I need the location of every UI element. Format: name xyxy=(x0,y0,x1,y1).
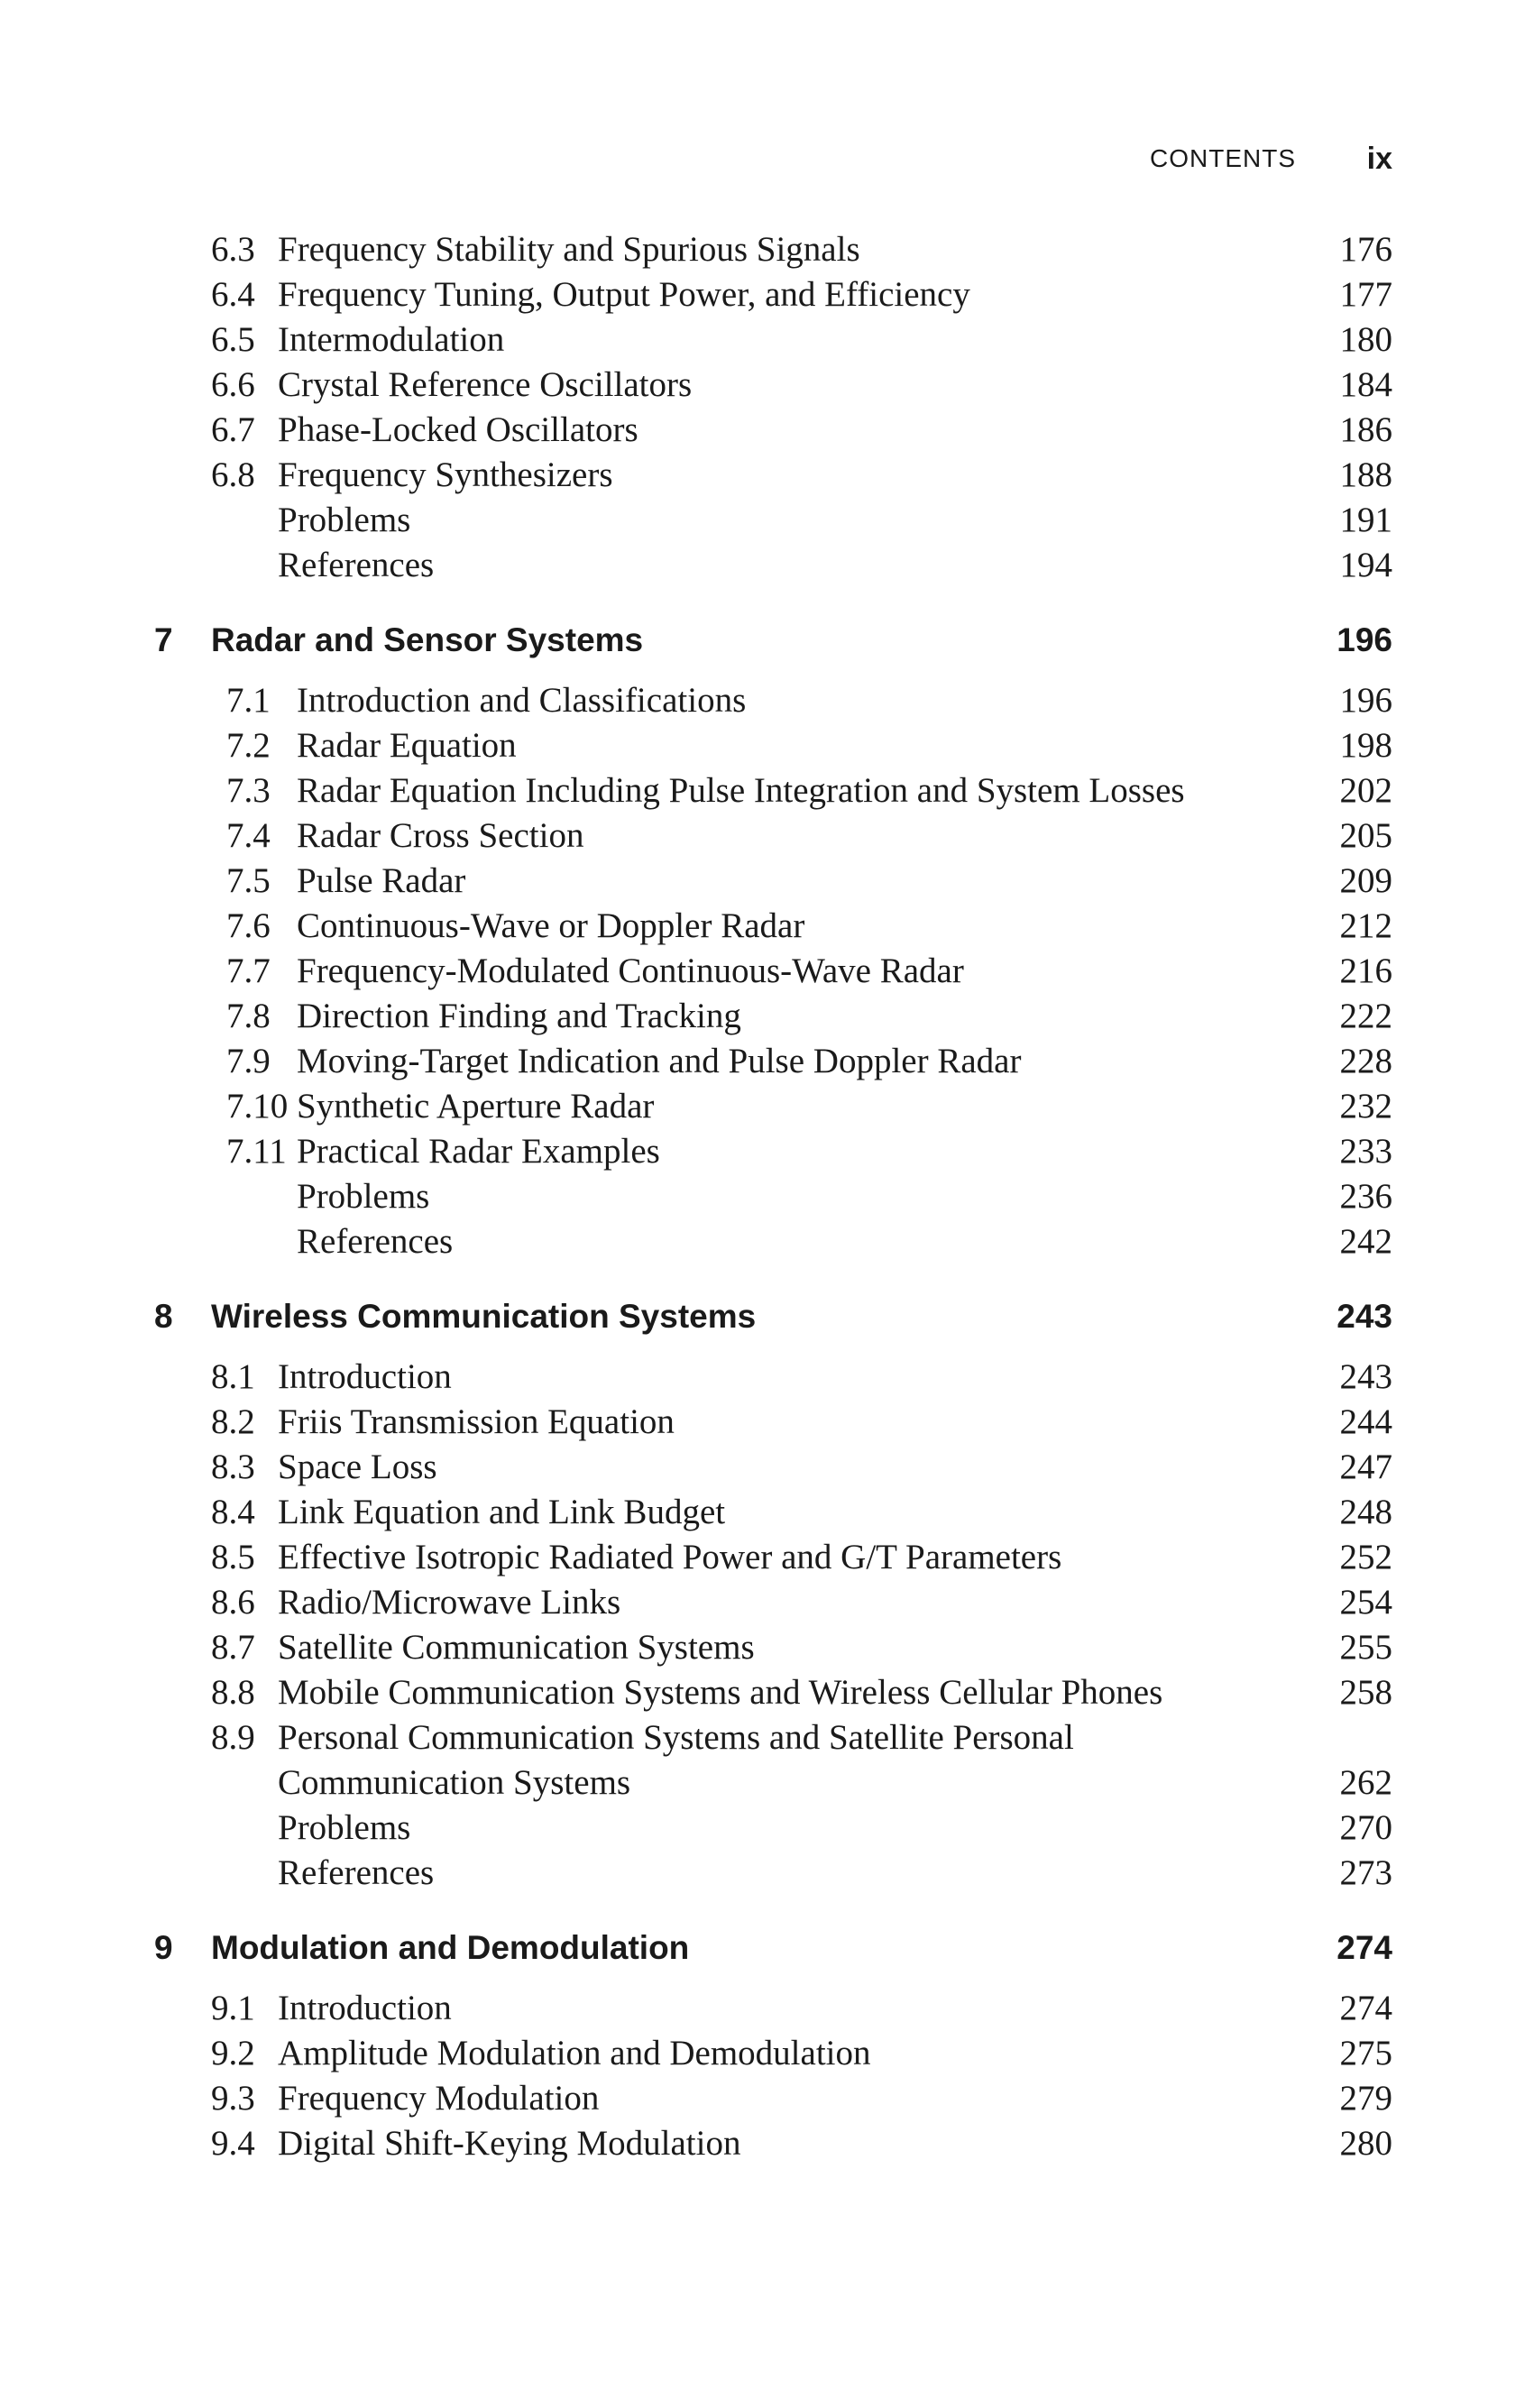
section-number: 8.1 xyxy=(211,1357,255,1396)
chapter-title: Modulation and Demodulation xyxy=(211,1929,690,1966)
section-number: 8.8 xyxy=(211,1673,255,1712)
toc-entry[interactable] xyxy=(0,2121,1534,2166)
section-title: Practical Radar Examples xyxy=(297,1132,660,1171)
section-page: 279 xyxy=(1339,2079,1392,2118)
chapter-title: Wireless Communication Systems xyxy=(211,1298,757,1335)
section-page: 184 xyxy=(1339,365,1392,404)
section-number: 7.7 xyxy=(226,951,271,990)
section-page: 270 xyxy=(1339,1808,1392,1847)
section-number: 7.5 xyxy=(226,861,271,900)
section-page: 176 xyxy=(1339,230,1392,269)
section-number: 8.6 xyxy=(211,1583,255,1622)
toc-entry[interactable] xyxy=(0,949,1534,994)
section-number: 7.2 xyxy=(226,726,271,765)
section-page: 262 xyxy=(1339,1763,1392,1802)
section-page: 188 xyxy=(1339,455,1392,494)
section-title: References xyxy=(278,546,435,584)
section-title: Moving-Target Indication and Pulse Doppler Radar xyxy=(297,1042,1022,1080)
section-number: 9.2 xyxy=(211,2034,255,2073)
running-header-title: CONTENTS xyxy=(1150,144,1296,172)
toc-entry[interactable] xyxy=(0,1174,1534,1219)
chapter-heading-7[interactable] xyxy=(0,615,1534,666)
section-page: 209 xyxy=(1339,861,1392,900)
section-page: 205 xyxy=(1339,816,1392,855)
toc-entry[interactable] xyxy=(0,1355,1534,1400)
section-page: 244 xyxy=(1339,1402,1392,1441)
section-title: Crystal Reference Oscillators xyxy=(278,365,693,404)
toc-entry[interactable] xyxy=(0,2076,1534,2121)
toc-entry[interactable] xyxy=(0,723,1534,768)
section-title: Space Loss xyxy=(278,1448,437,1486)
toc-entry[interactable] xyxy=(0,543,1534,588)
section-number: 8.3 xyxy=(211,1448,255,1486)
section-page: 196 xyxy=(1339,681,1392,720)
section-number: 6.5 xyxy=(211,320,255,359)
section-page: 254 xyxy=(1339,1583,1392,1622)
toc-entry[interactable] xyxy=(0,1400,1534,1445)
section-title: References xyxy=(278,1853,435,1892)
section-number: 9.4 xyxy=(211,2124,255,2163)
toc-entry[interactable] xyxy=(0,1580,1534,1625)
section-title: Direction Finding and Tracking xyxy=(297,997,741,1035)
toc-entry[interactable] xyxy=(0,994,1534,1039)
section-title: Introduction xyxy=(278,1357,452,1396)
section-title: Radar Equation xyxy=(297,726,517,765)
section-title: Radar Cross Section xyxy=(297,816,584,855)
toc-entry[interactable] xyxy=(0,813,1534,859)
section-number: 8.7 xyxy=(211,1628,255,1667)
toc-entry[interactable] xyxy=(0,904,1534,949)
chapter-page: 196 xyxy=(1337,621,1392,658)
section-page: 177 xyxy=(1339,275,1392,314)
toc-entry[interactable] xyxy=(0,678,1534,723)
chapter-number: 9 xyxy=(154,1929,173,1966)
toc-entry[interactable] xyxy=(0,1490,1534,1535)
section-page: 180 xyxy=(1339,320,1392,359)
toc-entry[interactable] xyxy=(0,1625,1534,1670)
section-page: 258 xyxy=(1339,1673,1392,1712)
section-number: 8.2 xyxy=(211,1402,255,1441)
chapter-heading-8[interactable] xyxy=(0,1291,1534,1342)
toc-entry[interactable] xyxy=(0,768,1534,813)
section-page: 247 xyxy=(1339,1448,1392,1486)
section-number: 6.7 xyxy=(211,410,255,449)
toc-entry[interactable] xyxy=(0,272,1534,317)
section-page: 275 xyxy=(1339,2034,1392,2073)
toc-entry[interactable] xyxy=(0,1851,1534,1896)
section-title: Continuous-Wave or Doppler Radar xyxy=(297,906,805,945)
section-number: 8.4 xyxy=(211,1493,255,1531)
section-number: 7.10 xyxy=(226,1087,289,1126)
toc-entry[interactable] xyxy=(0,859,1534,904)
chapter-heading-9[interactable] xyxy=(0,1923,1534,1973)
section-page: 274 xyxy=(1339,1989,1392,2027)
section-title: Frequency-Modulated Continuous-Wave Radar xyxy=(297,951,964,990)
section-page: 216 xyxy=(1339,951,1392,990)
section-number: 7.3 xyxy=(226,771,271,810)
toc-entry[interactable] xyxy=(0,227,1534,272)
section-page: 212 xyxy=(1339,906,1392,945)
toc-entry[interactable] xyxy=(0,1219,1534,1264)
section-number: 8.5 xyxy=(211,1538,255,1576)
section-title: Introduction xyxy=(278,1989,452,2027)
section-title: Synthetic Aperture Radar xyxy=(297,1087,655,1126)
page-number: ix xyxy=(1366,142,1392,176)
section-number: 6.4 xyxy=(211,275,255,314)
toc-entry[interactable] xyxy=(0,1760,1534,1806)
chapter-page: 243 xyxy=(1337,1298,1392,1335)
section-title: Phase-Locked Oscillators xyxy=(278,410,638,449)
toc-entry[interactable] xyxy=(0,1445,1534,1490)
section-page: 243 xyxy=(1339,1357,1392,1396)
section-title: Frequency Modulation xyxy=(278,2079,600,2118)
section-page: 273 xyxy=(1339,1853,1392,1892)
section-title: Problems xyxy=(278,501,411,539)
section-title: Communication Systems xyxy=(278,1763,631,1802)
section-title: Frequency Stability and Spurious Signals xyxy=(278,230,860,269)
toc-entry[interactable] xyxy=(0,1084,1534,1129)
chapter-9-sections xyxy=(0,1986,1534,2166)
section-number: 7.6 xyxy=(226,906,271,945)
section-title: Frequency Synthesizers xyxy=(278,455,613,494)
toc-entry[interactable] xyxy=(0,1535,1534,1580)
table-of-contents xyxy=(0,227,1534,2166)
chapter-page: 274 xyxy=(1337,1929,1392,1966)
toc-entry[interactable] xyxy=(0,1986,1534,2031)
section-page: 248 xyxy=(1339,1493,1392,1531)
section-title: Introduction and Classifications xyxy=(297,681,747,720)
section-title: References xyxy=(297,1222,454,1261)
section-page: 228 xyxy=(1339,1042,1392,1080)
section-number: 7.8 xyxy=(226,997,271,1035)
section-title: Problems xyxy=(278,1808,411,1847)
section-title: Intermodulation xyxy=(278,320,505,359)
section-number: 9.3 xyxy=(211,2079,255,2118)
section-page: 280 xyxy=(1339,2124,1392,2163)
section-title: Radar Equation Including Pulse Integration and System Losses xyxy=(297,771,1185,810)
toc-entry[interactable] xyxy=(0,498,1534,543)
toc-entry[interactable] xyxy=(0,317,1534,363)
section-page: 202 xyxy=(1339,771,1392,810)
section-page: 198 xyxy=(1339,726,1392,765)
section-page: 236 xyxy=(1339,1177,1392,1216)
section-title: Radio/Microwave Links xyxy=(278,1583,621,1622)
section-page: 222 xyxy=(1339,997,1392,1035)
section-number: 7.11 xyxy=(226,1132,287,1171)
chapter-title: Radar and Sensor Systems xyxy=(211,621,644,658)
section-number: 7.4 xyxy=(226,816,271,855)
section-title: Digital Shift-Keying Modulation xyxy=(278,2124,741,2163)
section-number: 8.9 xyxy=(211,1718,255,1757)
toc-entry[interactable] xyxy=(0,1129,1534,1174)
section-number: 6.3 xyxy=(211,230,255,269)
section-title: Mobile Communication Systems and Wireless Cellular Phones xyxy=(278,1673,1163,1712)
section-page: 252 xyxy=(1339,1538,1392,1576)
section-title: Problems xyxy=(297,1177,430,1216)
section-title: Friis Transmission Equation xyxy=(278,1402,675,1441)
section-page: 233 xyxy=(1339,1132,1392,1171)
section-title: Satellite Communication Systems xyxy=(278,1628,755,1667)
toc-entry[interactable] xyxy=(0,1715,1534,1760)
section-title: Effective Isotropic Radiated Power and G/T Parameters xyxy=(278,1538,1062,1576)
section-number: 6.8 xyxy=(211,455,255,494)
section-page: 255 xyxy=(1339,1628,1392,1667)
section-title: Personal Communication Systems and Satellite Personal xyxy=(278,1718,1074,1757)
chapter-6-sections xyxy=(0,227,1534,588)
toc-entry[interactable] xyxy=(0,1039,1534,1084)
section-number: 6.6 xyxy=(211,365,255,404)
toc-entry[interactable] xyxy=(0,363,1534,408)
section-page: 191 xyxy=(1339,501,1392,539)
section-title: Link Equation and Link Budget xyxy=(278,1493,726,1531)
toc-entry[interactable] xyxy=(0,408,1534,453)
chapter-8-sections xyxy=(0,1355,1534,1896)
toc-entry[interactable] xyxy=(0,1806,1534,1851)
page-header xyxy=(0,137,1534,180)
chapter-number: 7 xyxy=(154,621,173,658)
chapter-number: 8 xyxy=(154,1298,173,1335)
section-number: 7.9 xyxy=(226,1042,271,1080)
chapter-7-sections xyxy=(0,678,1534,1264)
section-number: 7.1 xyxy=(226,681,271,720)
toc-entry[interactable] xyxy=(0,1670,1534,1715)
toc-entry[interactable] xyxy=(0,453,1534,498)
toc-entry[interactable] xyxy=(0,2031,1534,2076)
section-number: 9.1 xyxy=(211,1989,255,2027)
section-page: 194 xyxy=(1339,546,1392,584)
section-page: 232 xyxy=(1339,1087,1392,1126)
section-title: Amplitude Modulation and Demodulation xyxy=(278,2034,871,2073)
section-title: Pulse Radar xyxy=(297,861,466,900)
section-page: 186 xyxy=(1339,410,1392,449)
section-page: 242 xyxy=(1339,1222,1392,1261)
section-title: Frequency Tuning, Output Power, and Efficiency xyxy=(278,275,970,314)
